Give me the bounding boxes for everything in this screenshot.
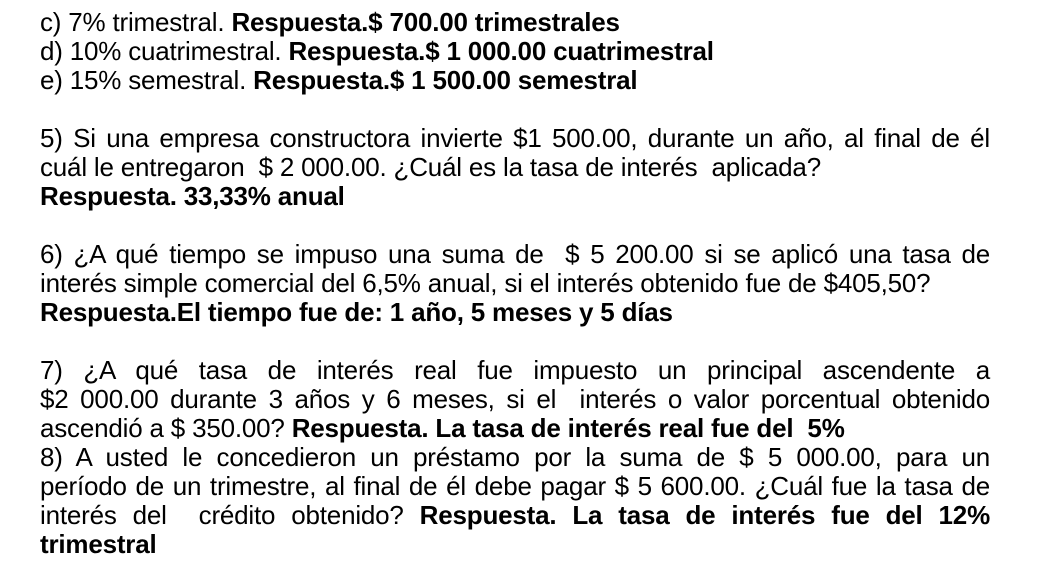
answer-text: Respuesta. La tasa de interés real fue del 5% bbox=[291, 413, 845, 443]
answer-text: trimestral bbox=[40, 529, 157, 559]
problem-6-question-line-2 bbox=[40, 269, 990, 298]
item-answer-text: Respuesta.$ 1 500.00 semestral bbox=[253, 65, 638, 95]
problem-5-question-line-1 bbox=[40, 124, 990, 153]
problem-7-question-line-2 bbox=[40, 385, 990, 414]
problem-8-question-line-2 bbox=[40, 472, 990, 501]
item-text: e) 15% semestral. bbox=[40, 65, 254, 95]
question-text: 6) ¿A qué tiempo se impuso una suma de $ 5 200.00 si se aplicó una tasa de bbox=[40, 239, 990, 269]
question-text: 5) Si una empresa constructora invierte $1 500.00, durante un año, al final de él bbox=[40, 123, 990, 153]
question-text: cuál le entregaron $ 2 000.00. ¿Cuál es la tasa de interés aplicada? bbox=[40, 152, 821, 182]
problem-6-answer bbox=[40, 298, 990, 327]
item-text: c) 7% trimestral. bbox=[40, 7, 232, 37]
problem-7-question-line-1 bbox=[40, 356, 990, 385]
question-text: período de un trimestre, al final de él debe pagar $ 5 600.00. ¿Cuál fue la tasa de bbox=[40, 471, 990, 501]
question-text: interés simple comercial del 6,5% anual, si el interés obtenido fue de $405,50? bbox=[40, 268, 931, 298]
answer-text: Respuesta. La tasa de interés fue del 12% bbox=[419, 500, 990, 530]
answer-item-c bbox=[40, 8, 990, 37]
problem-8-question-and-answer-line bbox=[40, 501, 990, 530]
problem-7-question-and-answer-line bbox=[40, 414, 990, 443]
answer-item-e bbox=[40, 66, 990, 95]
problem-6-question-line-1 bbox=[40, 240, 990, 269]
blank-line bbox=[40, 211, 990, 240]
question-text: ascendió a $ 350.00? bbox=[40, 413, 292, 443]
answer-text: Respuesta.El tiempo fue de: 1 año, 5 meses y 5 días bbox=[40, 297, 673, 327]
problem-5-question-line-2 bbox=[40, 153, 990, 182]
item-text: d) 10% cuatrimestral. bbox=[40, 36, 289, 66]
answer-item-d bbox=[40, 37, 990, 66]
blank-line bbox=[40, 327, 990, 356]
answer-text: Respuesta. 33,33% anual bbox=[40, 181, 345, 211]
question-text: 7) ¿A qué tasa de interés real fue impuesto un principal ascendente a bbox=[40, 355, 990, 385]
question-text: $2 000.00 durante 3 años y 6 meses, si el interés o valor porcentual obtenido bbox=[40, 384, 990, 414]
problem-8-answer-continuation bbox=[40, 530, 990, 559]
blank-line bbox=[40, 95, 990, 124]
question-text: interés del crédito obtenido? bbox=[40, 500, 420, 530]
question-text: 8) A usted le concedieron un préstamo por la suma de $ 5 000.00, para un bbox=[40, 442, 990, 472]
item-answer-text: Respuesta.$ 1 000.00 cuatrimestral bbox=[288, 36, 714, 66]
problem-5-answer bbox=[40, 182, 990, 211]
problem-8-question-line-1 bbox=[40, 443, 990, 472]
item-answer-text: Respuesta.$ 700.00 trimestrales bbox=[231, 7, 620, 37]
